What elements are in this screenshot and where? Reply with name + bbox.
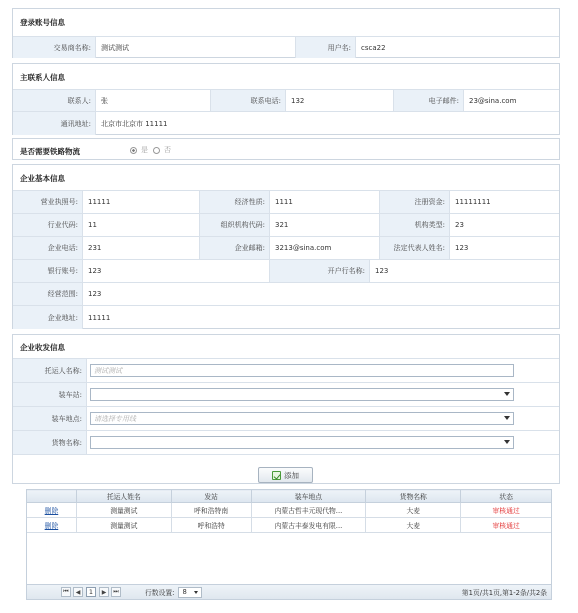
mail-label: 企业邮箱: [200,237,270,259]
table-header: 状态 [461,490,552,503]
consignee-placeholder: 测试测试 [94,366,122,375]
table-row [27,503,552,518]
bankname-value: 123 [375,267,389,275]
tel-label: 企业电话: [13,237,83,259]
consignee-input[interactable] [90,364,514,377]
table-cell: 内蒙古哲丰元现代物... [251,503,366,518]
check-icon [272,471,281,480]
page-number-input[interactable]: 1 [86,587,96,597]
shipping-records-table [26,489,552,533]
contact-person-label: 联系人: [13,90,96,111]
rail-radio-group [130,145,171,155]
table-header: 货物名称 [366,490,461,503]
legal-value: 123 [455,244,469,252]
bankname-label: 开户行名称: [270,260,370,282]
contact-phone-label: 联系电话: [211,90,286,111]
scope-value: 123 [88,290,102,298]
table-header [27,490,77,503]
chevron-down-icon [504,416,510,420]
table-header: 托运人姓名 [76,490,171,503]
legal-label: 法定代表人姓名: [380,237,450,259]
bank-value: 123 [83,260,270,282]
industry-value: 11 [83,214,200,236]
econ-value: 1111 [270,191,380,213]
exchange-value: 测试测试 [96,37,296,58]
orgtype-value: 23 [455,221,464,229]
table-cell: 测量测试 [76,503,171,518]
next-page-button[interactable]: ▶ [99,587,109,597]
exchange-label: 交易商名称: [13,37,96,58]
add-button-label: 添加 [284,470,299,480]
delete-link[interactable]: 删除 [27,503,77,518]
contact-email-label: 电子邮件: [394,90,464,111]
contact-phone-value: 132 [286,90,394,111]
license-label: 营业执照号: [13,191,83,213]
basic-section-title: 企业基本信息 [20,174,65,183]
bank-label: 银行账号: [13,260,83,282]
org-label: 组织机构代码: [200,214,270,236]
table-cell: 大麦 [366,503,461,518]
cargo-select[interactable] [90,436,514,449]
station-label: 装车站: [13,383,87,406]
contact-section [12,63,560,135]
last-page-button[interactable]: ⏭ [111,587,121,597]
consignee-label: 托运人名称: [13,359,87,382]
login-section [12,8,560,58]
table-cell: 呼和浩特 [171,518,251,533]
tel-value: 231 [83,237,200,259]
license-value: 11111 [83,191,200,213]
delete-link[interactable]: 删除 [27,518,77,533]
rows-setting-label: 行数设置: [145,589,175,597]
place-select-placeholder: 请选择专用线 [94,414,136,423]
contact-address-value: 北京市北京市 11111 [101,119,168,128]
orgtype-label: 机构类型: [380,214,450,236]
cargo-label: 货物名称: [13,431,87,454]
chevron-down-icon [504,392,510,396]
add-button[interactable] [258,467,313,483]
table-header-row [27,490,552,503]
rail-no-label: 否 [164,146,171,154]
username-label: 用户名: [296,37,356,58]
capital-label: 注册资金: [380,191,450,213]
pagination-summary: 第1页/共1页,第1-2条/共2条 [461,589,547,597]
table-cell: 呼和浩特南 [171,503,251,518]
rail-yes-radio[interactable] [130,147,137,154]
shipping-section [12,334,560,484]
table-header: 发站 [171,490,251,503]
status-cell: 审核通过 [461,518,552,533]
pagination-bar [26,584,552,600]
first-page-button[interactable]: ⏮ [61,587,71,597]
addr-value: 11111 [88,313,111,322]
chevron-down-icon [504,440,510,444]
org-value: 321 [270,214,380,236]
table-cell: 测量测试 [76,518,171,533]
rail-no-radio[interactable] [153,147,160,154]
username-value: csca22 [361,43,386,52]
prev-page-button[interactable]: ◀ [73,587,83,597]
station-select[interactable] [90,388,514,401]
capital-value: 11111111 [455,198,491,206]
place-select[interactable] [90,412,514,425]
rail-section [12,138,560,160]
table-cell: 内蒙古丰泰发电有限... [251,518,366,533]
table-header: 装车地点 [251,490,366,503]
addr-label: 企业地址: [13,306,83,329]
rail-section-title: 是否需要铁路物流 [20,147,80,156]
table-row [27,518,552,533]
shipping-section-title: 企业收发信息 [20,343,65,352]
contact-section-title: 主联系人信息 [20,73,65,82]
basic-section [12,164,560,329]
place-label: 装车地点: [13,407,87,430]
table-cell: 大麦 [366,518,461,533]
rows-setting-value: 8 [182,588,187,596]
mail-value: 3213@sina.com [270,237,380,259]
industry-label: 行业代码: [13,214,83,236]
contact-address-label: 通讯地址: [13,112,96,135]
chevron-down-icon [194,591,198,594]
scope-label: 经营范围: [13,283,83,305]
contact-email-value: 23@sina.com [469,96,517,105]
contact-person-value: 张 [96,90,211,111]
rows-setting-select[interactable] [178,587,202,598]
status-cell: 审核通过 [461,503,552,518]
econ-label: 经济性质: [200,191,270,213]
login-section-title: 登录账号信息 [20,18,65,27]
rail-yes-label: 是 [141,146,148,154]
